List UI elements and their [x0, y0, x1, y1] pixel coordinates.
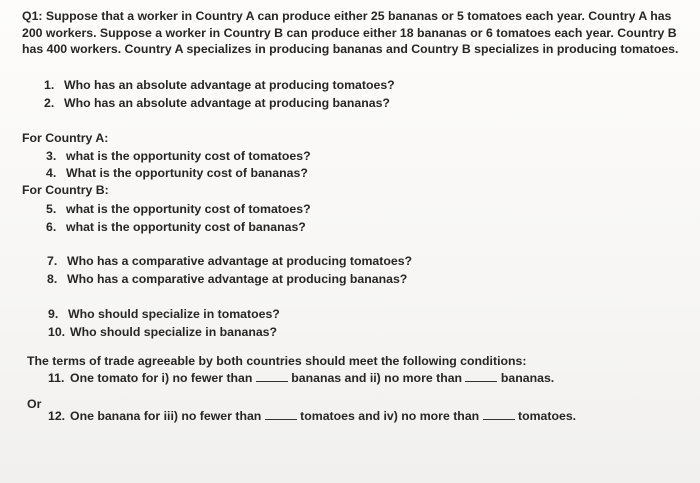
country-a-heading: For Country A:: [22, 131, 109, 145]
question-text: Who has an absolute advantage at producing bananas?: [64, 96, 390, 110]
question-number: 11.: [48, 371, 65, 385]
question-text-part-b: bananas and ii) no more than: [291, 371, 463, 385]
question-11: [48, 371, 554, 385]
question-2: [44, 96, 390, 110]
answer-blank[interactable]: [465, 371, 497, 382]
question-number: 4.: [46, 166, 57, 180]
question-intro: Q1: Suppose that a worker in Country A can produce either 25 bananas or 5 tomatoes each year. Country A has 200 workers. Suppose a worker in Country B can produce either 18 bananas or 6 tomatoes each year. Country B has 400 workers. Country A specializes in producing bananas and Country B specializes in producing tomatoes.: [22, 9, 679, 56]
question-number: 7.: [47, 254, 58, 268]
answer-blank[interactable]: [256, 371, 288, 382]
country-b-heading: For Country B:: [22, 183, 109, 197]
terms-of-trade-heading: The terms of trade agreeable by both countries should meet the following conditions:: [27, 354, 527, 368]
question-4: [46, 166, 308, 180]
question-3: [46, 149, 311, 163]
question-number: 8.: [47, 272, 58, 286]
question-text-part-a: One banana for iii) no fewer than: [70, 409, 262, 423]
question-8: [47, 272, 407, 286]
question-text: Who has an absolute advantage at producing tomatoes?: [64, 78, 395, 92]
question-10: [48, 325, 277, 339]
question-5: [46, 202, 311, 216]
question-number: 1.: [44, 78, 55, 92]
question-text: Who should specialize in tomatoes?: [68, 307, 280, 321]
question-9: [48, 307, 280, 321]
question-7: [47, 254, 412, 268]
question-text-part-b: tomatoes and iv) no more than: [300, 409, 480, 423]
question-text-part-c: bananas.: [500, 371, 555, 385]
question-12: [48, 409, 576, 423]
question-number: 2.: [44, 96, 55, 110]
question-number: 12.: [48, 409, 66, 423]
question-text: what is the opportunity cost of bananas?: [66, 220, 306, 234]
question-number: 6.: [46, 220, 57, 234]
question-number: 9.: [48, 307, 59, 321]
question-text: Who should specialize in bananas?: [70, 325, 278, 339]
question-text: Who has a comparative advantage at producing bananas?: [67, 272, 408, 286]
question-text: what is the opportunity cost of tomatoes?: [66, 202, 311, 216]
question-6: [46, 220, 306, 234]
question-1: [44, 78, 395, 92]
question-number: 10.: [48, 325, 66, 339]
question-text: Who has a comparative advantage at producing tomatoes?: [67, 254, 413, 268]
or-label: Or: [27, 397, 42, 411]
question-number: 5.: [46, 202, 57, 216]
question-text: What is the opportunity cost of bananas?: [66, 166, 308, 180]
question-text: what is the opportunity cost of tomatoes?: [66, 149, 311, 163]
question-number: 3.: [46, 149, 57, 163]
answer-blank[interactable]: [483, 409, 515, 420]
question-text-part-a: One tomato for i) no fewer than: [70, 371, 253, 385]
answer-blank[interactable]: [265, 409, 297, 420]
question-text-part-c: tomatoes.: [518, 409, 577, 423]
